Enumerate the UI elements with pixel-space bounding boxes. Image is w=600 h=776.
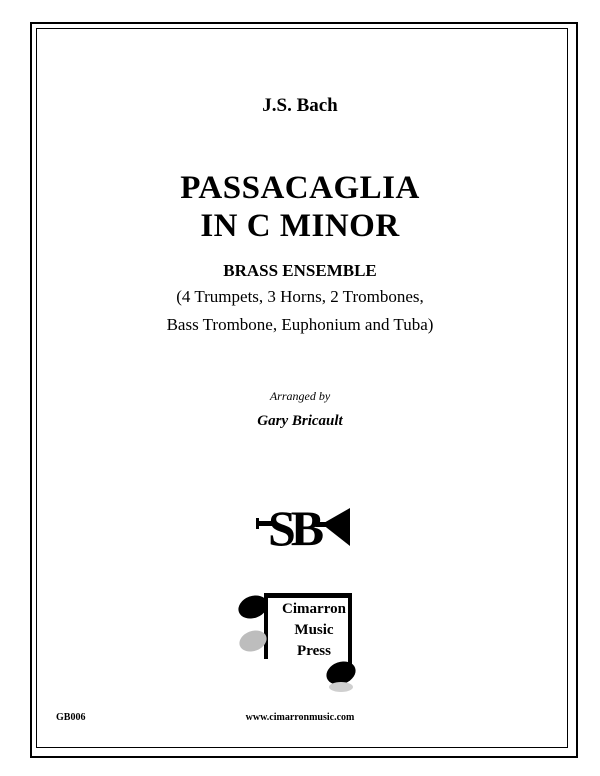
ensemble-heading: BRASS ENSEMBLE [223, 261, 377, 280]
publisher-line-2: Music [294, 622, 334, 638]
publisher-line-1: Cimarron [282, 601, 346, 617]
publisher-logo [234, 583, 366, 693]
catalog-code: GB006 [56, 712, 86, 723]
title-line-2: IN C MINOR [200, 208, 400, 244]
composer-name: J.S. Bach [262, 95, 338, 116]
sb-logo [256, 500, 352, 556]
instrumentation-line-2: Bass Trombone, Euphonium and Tuba) [166, 315, 434, 334]
publisher-line-3: Press [297, 643, 331, 659]
arranged-by-label: Arranged by [269, 389, 331, 403]
instrumentation-line-1: (4 Trumpets, 3 Horns, 2 Trombones, [176, 287, 424, 306]
website-link[interactable]: www.cimarronmusic.com [245, 712, 355, 723]
arranger-name: Gary Bricault [257, 413, 343, 429]
sb-logo-text: SB [268, 500, 320, 556]
title-line-1: PASSACAGLIA [180, 170, 420, 206]
